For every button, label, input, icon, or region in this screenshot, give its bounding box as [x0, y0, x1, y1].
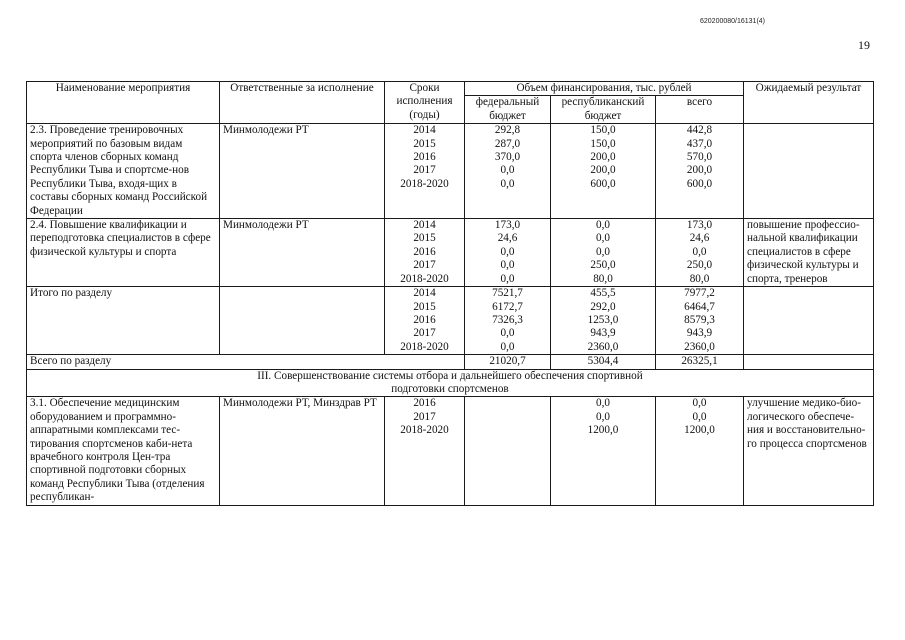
row-republican: [551, 219, 656, 287]
header-federal: федеральный бюджет: [465, 96, 551, 124]
list-value: 2014: [413, 287, 436, 300]
list-value: 943,9: [686, 327, 713, 340]
list-value: 455,5: [590, 287, 616, 300]
row-total: [656, 219, 744, 287]
list-value: 200,0: [590, 164, 616, 177]
row-responsible: Минмолодежи РТ: [220, 124, 385, 219]
row-total: [656, 287, 744, 355]
list-value: 1253,0: [587, 313, 619, 326]
list-value: 2016: [413, 151, 436, 164]
row-federal: [465, 397, 551, 505]
list-value: 2360,0: [684, 340, 715, 353]
list-value: 0,0: [500, 259, 515, 272]
header-responsible: Ответственные за исполнение: [220, 82, 385, 124]
list-value: 600,0: [590, 177, 616, 190]
list-value: [468, 397, 547, 410]
list-value: 2015: [413, 137, 436, 150]
row-result: улучшение медико-био-логического обеспече-ния и восстановительно-го процесса спортсменов: [744, 397, 874, 505]
row-result: повышение профессио-нальной квалификации специалистов в сфере физической культуры и спорта, тренеров: [744, 219, 874, 287]
list-value: 0,0: [500, 272, 515, 285]
list-value: 292,0: [590, 300, 616, 313]
row-years: [385, 124, 465, 219]
list-value: 1200,0: [587, 424, 619, 437]
list-value: 2018-2020: [400, 177, 449, 190]
list-value: 2017: [413, 164, 436, 177]
row-federal: [465, 124, 551, 219]
header-republican: республиканский бюджет: [551, 96, 656, 124]
list-value: 150,0: [590, 137, 616, 150]
list-value: 2018-2020: [400, 272, 449, 285]
row-responsible: [220, 287, 385, 355]
list-value: 0,0: [500, 340, 515, 353]
table-row: [27, 124, 874, 219]
grand-total-federal: 21020,7: [465, 355, 551, 369]
document-code: 620200080/16131(4): [700, 18, 766, 25]
list-value: 2016: [413, 313, 436, 326]
row-result: [744, 287, 874, 355]
list-value: 24,6: [689, 232, 710, 245]
row-years: [385, 287, 465, 355]
list-value: 2018-2020: [400, 340, 449, 353]
list-value: 2015: [413, 232, 436, 245]
list-value: 0,0: [692, 397, 707, 410]
list-value: 80,0: [593, 272, 613, 285]
list-value: 0,0: [500, 177, 515, 190]
list-value: 2017: [413, 259, 436, 272]
list-value: 2016: [413, 397, 436, 410]
list-value: 943,9: [590, 327, 616, 340]
row-total: [656, 397, 744, 505]
header-terms: Сроки исполнения (годы): [385, 82, 465, 124]
funding-table: [26, 81, 874, 506]
grand-total-row: [27, 355, 874, 369]
row-name: 2.3. Проведение тренировочных мероприятий по базовым видам спорта членов сборных команд Республики Тыва и спортсме-нов Республики Тыва, входя-щих в составы сборных команд Российской Федерации: [27, 124, 220, 219]
grand-total-republican: 5304,4: [551, 355, 656, 369]
list-value: 287,0: [494, 137, 521, 150]
list-value: 0,0: [500, 245, 515, 258]
list-value: 0,0: [500, 164, 515, 177]
list-value: 2014: [413, 219, 436, 232]
list-value: 2018-2020: [400, 424, 449, 437]
row-name: 3.1. Обеспечение медицинским оборудованием и программно-аппаратными комплексами тес-тирования спортсменов каби-нета врачебного контроля Цен-тра спортивной подготовки сборных команд Республики Тыва (отделения республикан-: [27, 397, 220, 505]
list-value: 0,0: [500, 327, 515, 340]
header-funding: Объем финансирования, тыс. рублей: [465, 82, 744, 96]
list-value: 442,8: [686, 124, 713, 137]
table-row: [27, 219, 874, 287]
header-total: всего: [656, 96, 744, 124]
header-result: Ожидаемый результат: [744, 82, 874, 124]
list-value: 437,0: [686, 137, 713, 150]
list-value: [468, 424, 547, 437]
list-value: 0,0: [596, 232, 610, 245]
grand-total-result: [744, 355, 874, 369]
list-value: 0,0: [596, 245, 610, 258]
row-responsible: Минмолодежи РТ: [220, 219, 385, 287]
row-republican: [551, 124, 656, 219]
list-value: 7977,2: [684, 287, 715, 300]
list-value: 250,0: [686, 259, 713, 272]
grand-total-label: Всего по разделу: [27, 355, 465, 369]
table-row: [27, 397, 874, 505]
list-value: 0,0: [596, 397, 610, 410]
list-value: 292,8: [494, 124, 521, 137]
list-value: 0,0: [596, 410, 610, 423]
page-number: 19: [858, 38, 870, 52]
row-name: 2.4. Повышение квалификации и переподготовка специалистов в сфере физической культуры и спорта: [27, 219, 220, 287]
list-value: 2017: [413, 410, 436, 423]
list-value: 250,0: [590, 259, 616, 272]
list-value: 1200,0: [684, 424, 715, 437]
row-republican: [551, 287, 656, 355]
section-title-row: [27, 369, 874, 397]
row-federal: [465, 219, 551, 287]
row-name: Итого по разделу: [27, 287, 220, 355]
list-value: 2360,0: [587, 340, 619, 353]
list-value: 2014: [413, 124, 436, 137]
list-value: 6464,7: [684, 300, 715, 313]
table-row: [27, 287, 874, 355]
row-total: [656, 124, 744, 219]
list-value: 0,0: [692, 245, 707, 258]
header-row: [27, 82, 874, 96]
list-value: 7521,7: [492, 287, 523, 300]
section-title: [27, 369, 874, 397]
list-value: 8579,3: [684, 313, 715, 326]
list-value: 570,0: [686, 151, 713, 164]
list-value: 2017: [413, 327, 436, 340]
section-title-text: III. Совершенствование системы отбора и дальнейшего обеспечения спортивной подготовки спортсменов: [257, 369, 643, 395]
list-value: 173,0: [686, 219, 713, 232]
list-value: [468, 411, 547, 424]
list-value: 80,0: [689, 272, 710, 285]
list-value: 2016: [413, 245, 436, 258]
list-value: 200,0: [590, 151, 616, 164]
list-value: 370,0: [494, 151, 521, 164]
list-value: 0,0: [692, 410, 707, 423]
row-republican: [551, 397, 656, 505]
list-value: 200,0: [686, 164, 713, 177]
header-name: Наименование мероприятия: [27, 82, 220, 124]
row-years: [385, 397, 465, 505]
list-value: 0,0: [596, 219, 610, 232]
list-value: 600,0: [686, 177, 713, 190]
grand-total-total: 26325,1: [656, 355, 744, 369]
list-value: 6172,7: [492, 300, 523, 313]
row-years: [385, 219, 465, 287]
list-value: 150,0: [590, 124, 616, 137]
row-responsible: Минмолодежи РТ, Минздрав РТ: [220, 397, 385, 505]
row-federal: [465, 287, 551, 355]
list-value: 2015: [413, 300, 436, 313]
list-value: 24,6: [497, 232, 518, 245]
list-value: 7326,3: [492, 313, 523, 326]
row-result: [744, 124, 874, 219]
list-value: 173,0: [494, 219, 521, 232]
